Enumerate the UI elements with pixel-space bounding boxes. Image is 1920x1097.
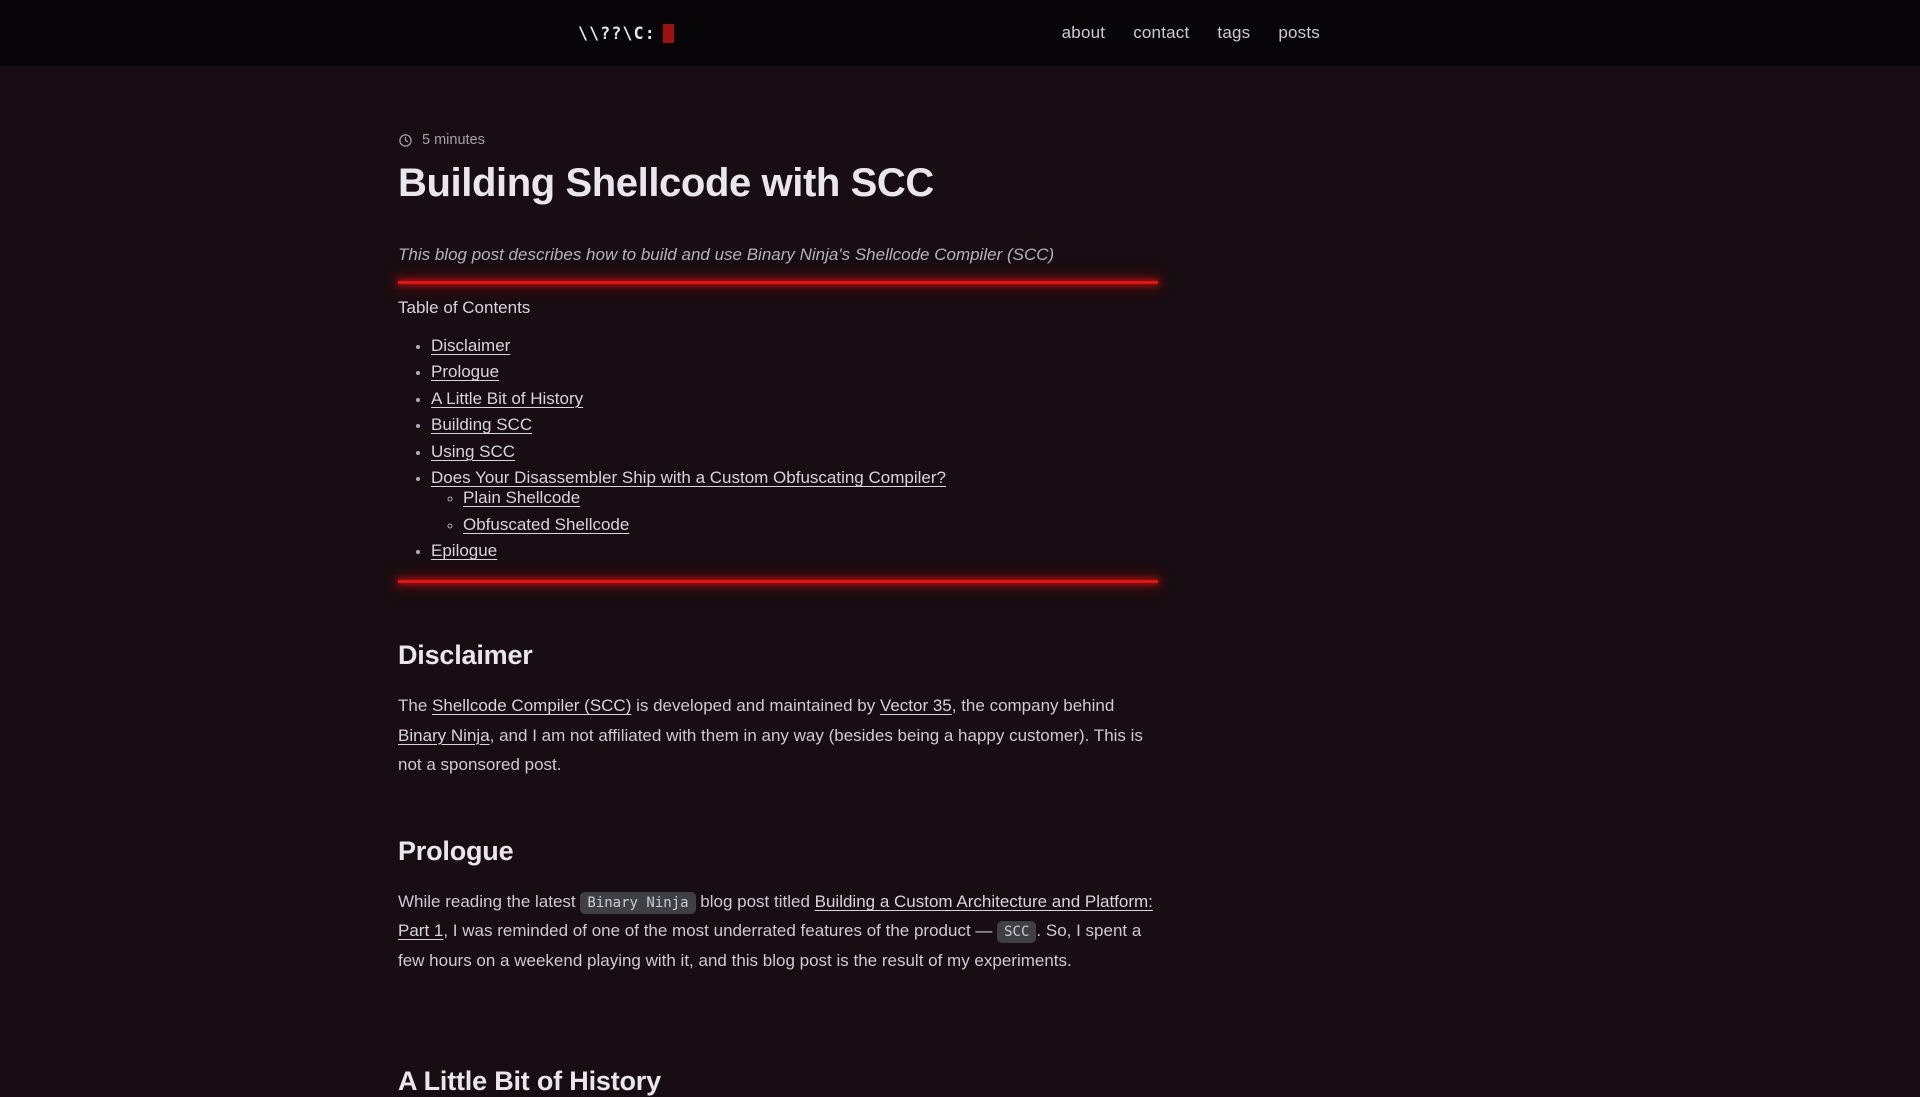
list-item — [431, 541, 1158, 561]
section-spacer — [398, 975, 1158, 1009]
page-title: Building Shellcode with SCC — [398, 161, 934, 205]
nav-link-about[interactable]: about — [1061, 23, 1106, 42]
toc-link-prologue[interactable]: Prologue — [431, 362, 500, 382]
divider-top — [398, 281, 1158, 284]
toc-title: Table of Contents — [398, 297, 531, 317]
text-fragment: blog post titled — [695, 892, 815, 912]
section-heading-disclaimer: Disclaimer — [398, 640, 533, 671]
link-shellcode-compiler[interactable]: Shellcode Compiler (SCC) — [432, 696, 632, 716]
text-fragment: , and I am not affiliated with them in any way (besides being a happy customer). This is not a sponsored post. — [398, 725, 1143, 774]
text-fragment: The — [398, 696, 433, 716]
site-header — [0, 0, 1920, 66]
post-article — [398, 66, 1158, 1097]
list-item — [431, 468, 1158, 535]
text-fragment: , the company behind — [951, 696, 1115, 716]
toc-link-disclaimer[interactable]: Disclaimer — [431, 335, 511, 355]
list-item — [431, 336, 1158, 356]
section-body-prologue — [398, 887, 1158, 975]
post-description: This blog post describes how to build and use Binary Ninja's Shellcode Compiler (SCC) — [398, 245, 1055, 265]
divider-bottom — [398, 580, 1158, 583]
list-item — [431, 362, 1158, 382]
toc-link-obfuscated-shellcode[interactable]: Obfuscated Shellcode — [463, 514, 630, 534]
nav-link-posts[interactable]: posts — [1278, 23, 1320, 42]
toc-link-building-scc[interactable]: Building SCC — [431, 415, 533, 435]
link-vector-35[interactable]: Vector 35 — [879, 696, 952, 716]
toc-sublist — [431, 488, 1158, 535]
main-navigation — [1062, 23, 1320, 43]
text-fragment: , I was reminded of one of the most underrated features of the product — — [443, 921, 998, 941]
toc-link-using-scc[interactable]: Using SCC — [431, 441, 516, 461]
inline-code-scc: SCC — [997, 921, 1036, 943]
post-meta — [398, 132, 1158, 148]
header-inner — [0, 23, 1920, 43]
section-heading-prologue: Prologue — [398, 836, 514, 867]
text-fragment: is developed and maintained by — [631, 696, 880, 716]
link-binary-ninja[interactable]: Binary Ninja — [398, 725, 490, 745]
reading-time-label: 5 minutes — [422, 132, 485, 148]
text-fragment: While reading the latest — [398, 892, 581, 912]
toc-list — [398, 336, 1158, 562]
list-item — [463, 515, 1158, 535]
section-heading-history: A Little Bit of History — [398, 1065, 661, 1096]
toc-link-epilogue[interactable]: Epilogue — [431, 541, 498, 561]
block-cursor-icon — [663, 24, 674, 43]
list-item — [431, 415, 1158, 435]
link-building-custom-architecture[interactable]: Building a Custom Architecture and Platform: Part 1 — [398, 892, 1153, 941]
inline-code-binary-ninja: Binary Ninja — [580, 892, 695, 914]
list-item — [431, 389, 1158, 409]
section-body-disclaimer — [398, 691, 1158, 779]
nav-link-contact[interactable]: contact — [1133, 23, 1190, 42]
nav-link-tags[interactable]: tags — [1217, 23, 1251, 42]
toc-link-does-your-disassembler-ship[interactable]: Does Your Disassembler Ship with a Custom Obfuscating Compiler? — [431, 468, 946, 488]
text-fragment: . So, I spent a few hours on a weekend playing with it, and this blog post is the result of my experiments. — [398, 921, 1142, 970]
toc-link-a-little-bit-of-history[interactable]: A Little Bit of History — [431, 388, 584, 408]
list-item — [431, 442, 1158, 462]
site-logo[interactable] — [578, 24, 674, 43]
page-container — [0, 66, 1920, 1097]
list-item — [463, 488, 1158, 508]
site-logo-text: \\??\C: — [578, 23, 656, 43]
toc-link-plain-shellcode[interactable]: Plain Shellcode — [463, 488, 581, 508]
clock-icon — [398, 133, 413, 148]
